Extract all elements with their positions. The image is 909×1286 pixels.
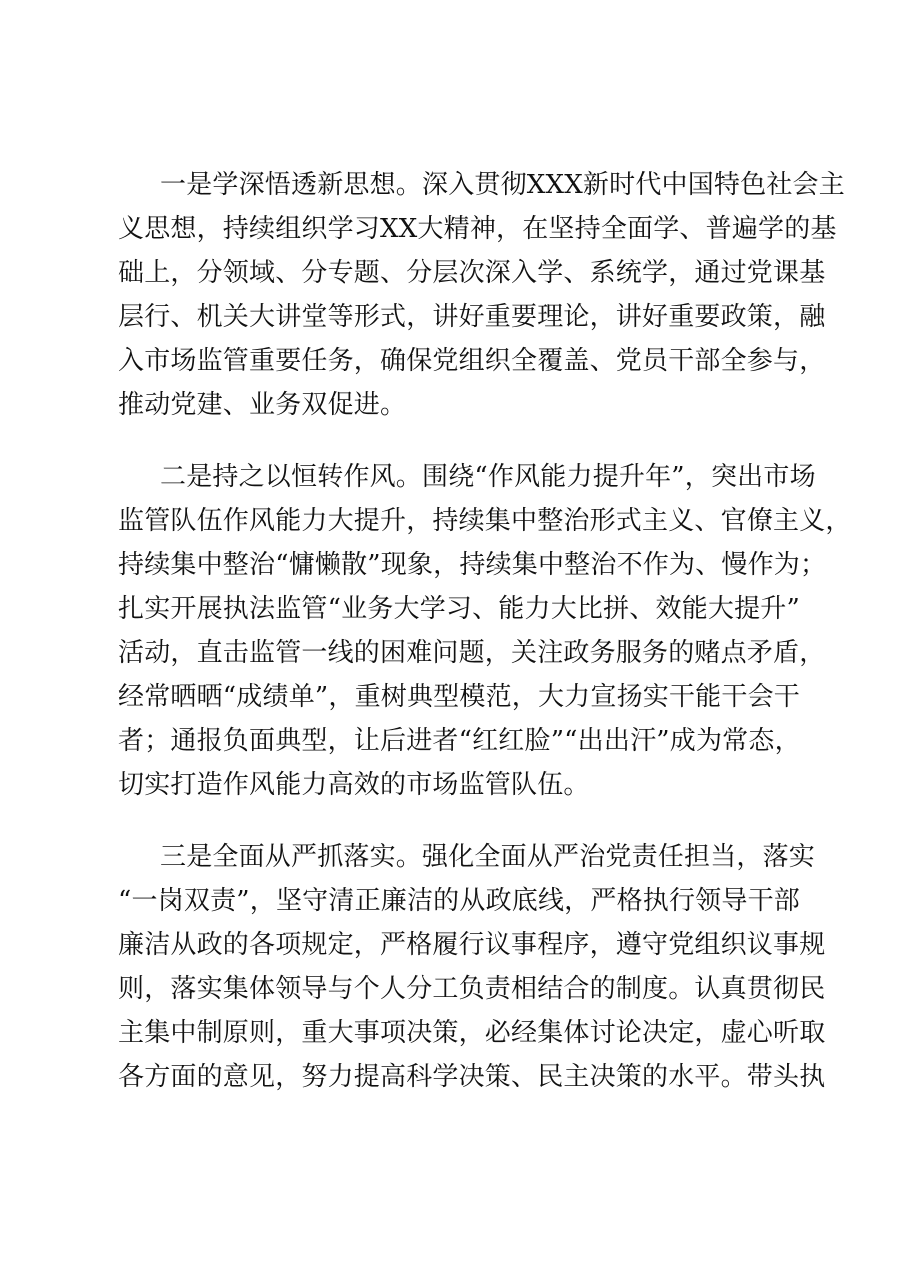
paragraph-3-line-1: 三是全面从严抓落实。强化全面从严治党责任担当，落实 — [160, 842, 816, 872]
paragraph-2-line-5: 活动，直击监管一线的困难问题，关注政务服务的赌点矛盾， — [118, 638, 826, 668]
paragraph-1-line-1: 一是学深悟透新思想。深入贯彻XXX新时代中国特色社会主 — [160, 170, 845, 200]
paragraph-1-line-3: 础上，分领域、分专题、分层次深入学、系统学，通过党课基 — [118, 258, 826, 288]
paragraph-2-line-2: 监管队伍作风能力大提升，持续集中整治形式主义、官僚主义， — [118, 506, 852, 536]
paragraph-2-line-7: 者；通报负面典型，让后进者“红红脸”“出出汗”成为常态， — [118, 726, 801, 756]
paragraph-1-line-5: 入市场监管重要任务，确保党组织全覆盖、党员干部全参与， — [118, 346, 826, 376]
paragraph-3-line-5: 主集中制原则，重大事项决策，必经集体讨论决定，虚心听取 — [118, 1018, 826, 1048]
paragraph-1-line-2: 义思想，持续组织学习XX大精神，在坚持全面学、普遍学的基 — [118, 214, 837, 244]
paragraph-3-line-6: 各方面的意见，努力提高科学决策、民主决策的水平。带头执 — [118, 1062, 826, 1092]
paragraph-1-line-4: 层行、机关大讲堂等形式，讲好重要理论，讲好重要政策，融 — [118, 302, 826, 332]
paragraph-2-line-6: 经常晒晒“成绩单”，重树典型模范，大力宣扬实干能干会干 — [118, 682, 800, 712]
paragraph-3-line-3: 廉洁从政的各项规定，严格履行议事程序，遵守党组织议事规 — [118, 930, 826, 960]
paragraph-2-line-1: 二是持之以恒转作风。围绕“作风能力提升年”，突出市场 — [160, 462, 816, 492]
paragraph-2-line-8: 切实打造作风能力高效的市场监管队伍。 — [118, 770, 590, 800]
paragraph-1-line-6: 推动党建、业务双促进。 — [118, 390, 407, 420]
paragraph-2-line-3: 持续集中整治“慵懒散”现象，持续集中整治不作为、慢作为； — [118, 550, 827, 580]
paragraph-3-line-2: “一岗双责”，坚守清正廉洁的从政底线，严格执行领导干部 — [118, 886, 800, 916]
paragraph-2-line-4: 扎实开展执法监管“业务大学习、能力大比拼、效能大提升” — [118, 594, 800, 624]
paragraph-3-line-4: 则，落实集体领导与个人分工负责相结合的制度。认真贯彻民 — [118, 974, 826, 1004]
